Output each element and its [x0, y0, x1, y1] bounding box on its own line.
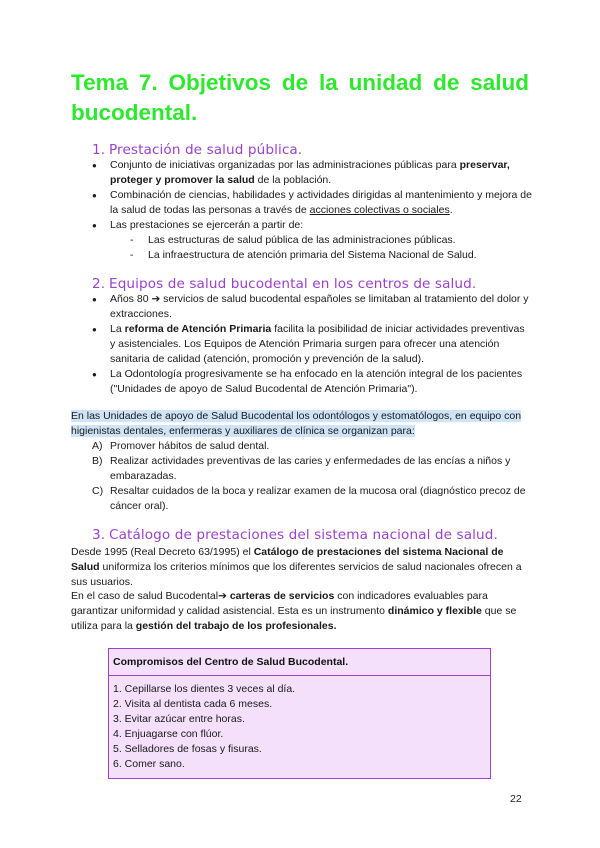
para-text: que se utiliza para la	[71, 605, 517, 632]
item-text: Promover hábitos de salud dental.	[110, 440, 270, 452]
section-3-heading	[92, 526, 498, 544]
item-marker: C)	[92, 485, 104, 497]
list-item: ● Años 80 ➔ servicios de salud bucodental españoles se limitaban al tratamiento del dolor y extracciones.	[92, 292, 532, 322]
list-item: ● La Odontología progresivamente se ha enfocado en la atención integral de los pacientes ("Unidades de apoyo de Salud Bucodental de Atención Primaria").	[92, 367, 532, 397]
section-2-title: Equipos de salud bucodental en los centros de salud.	[109, 276, 477, 292]
section-3-title: Catálogo de prestaciones del sistema nacional de salud.	[109, 527, 498, 543]
item-text: La	[110, 323, 125, 335]
list-item	[92, 439, 532, 454]
para-text: En el caso de salud Bucodental➔	[71, 590, 230, 602]
item-marker: B)	[92, 455, 103, 467]
section-1-heading	[92, 141, 302, 159]
para-bold: dinámico y flexible	[387, 605, 482, 617]
item-bold: reforma de Atención Primaria	[124, 323, 272, 335]
page-title: Tema 7. Objetivos de la unidad de salud bucodental.	[71, 70, 529, 125]
sub-list-item: - Las estructuras de salud pública de las administraciones públicas.	[110, 233, 532, 248]
item-text: Conjunto de iniciativas organizadas por las administraciones públicas para	[110, 159, 460, 171]
list-item	[92, 484, 532, 514]
section-1-title: Prestación de salud pública.	[109, 142, 303, 158]
list-item: 3. Evitar azúcar entre horas.	[113, 713, 245, 725]
list-item	[92, 158, 532, 188]
section-2-number: 2.	[92, 276, 106, 292]
list-item	[92, 322, 532, 367]
list-item: 2. Visita al dentista cada 6 meses.	[113, 698, 273, 710]
section-2-heading	[92, 275, 476, 293]
sub-list-item: - La infraestructura de atención primaria del Sistema Nacional de Salud.	[110, 248, 532, 263]
item-text: Resaltar cuidados de la boca y realizar examen de la mucosa oral (diagnóstico precoz de cáncer oral).	[110, 485, 526, 512]
sub-list	[110, 233, 532, 263]
item-bold: preservar, proteger y promover la salud	[110, 159, 510, 186]
units-intro	[71, 409, 531, 439]
item-marker: A)	[92, 440, 103, 452]
catalog-paragraph	[71, 545, 531, 590]
list-item	[92, 454, 532, 484]
list-item	[92, 188, 532, 218]
highlighted-text: En las Unidades de apoyo de Salud Bucodental los odontólogos y estomatólogos, en equipo con higienistas dentales, enfermeras y auxiliares de clínica se organizan para:	[71, 410, 522, 437]
units-list	[92, 439, 532, 514]
section-3-number: 3.	[92, 527, 106, 543]
para-text: Desde 1995 (Real Decreto 63/1995) el	[71, 546, 254, 558]
item-text: de la población.	[254, 174, 332, 186]
para-bold: carteras de servicios	[229, 590, 335, 602]
item-underline: acciones colectivas o sociales	[309, 204, 450, 216]
para-bold: gestión del trabajo de los profesionales.	[135, 620, 337, 632]
page-number: 22	[510, 793, 522, 805]
list-item	[92, 218, 532, 263]
commitments-list	[113, 682, 486, 772]
item-text: facilita la posibilidad de iniciar actividades preventivas y asistenciales. Los Equipos de Atención Primaria surgen para ofrecer una atención sanitaria de calidad (atención, promoción y prevención de la salud).	[110, 323, 525, 365]
commitments-box	[108, 648, 491, 779]
list-item: 6. Comer sano.	[113, 758, 185, 770]
para-bold: Catálogo de prestaciones del sistema Nacional de Salud	[71, 546, 504, 573]
section-1-number: 1.	[92, 142, 106, 158]
item-text: Las prestaciones se ejercerán a partir de:	[110, 219, 304, 231]
para-text: uniformiza los criterios mínimos que los diferentes servicios de salud nacionales ofrecen a sus usuarios.	[71, 561, 522, 588]
list-item: 5. Selladores de fosas y fisuras.	[113, 743, 262, 755]
para-text: con indicadores evaluables para garantizar uniformidad y calidad asistencial. Esta es un instrumento	[71, 590, 488, 617]
list-item: 1. Cepillarse los dientes 3 veces al día.	[113, 683, 296, 695]
section-1-list	[92, 158, 532, 263]
list-item: 4. Enjuagarse con flúor.	[113, 728, 224, 740]
services-paragraph	[71, 589, 531, 634]
item-text: Realizar actividades preventivas de las caries y enfermedades de las encías a niños y embarazadas.	[110, 455, 511, 482]
box-heading: Compromisos del Centro de Salud Bucodental.	[109, 649, 490, 676]
section-2-list	[92, 292, 532, 397]
item-text: .	[449, 204, 453, 216]
box-body	[109, 676, 490, 778]
item-text: Combinación de ciencias, habilidades y actividades dirigidas al mantenimiento y mejora de la salud de todas las personas a través de	[110, 189, 532, 216]
